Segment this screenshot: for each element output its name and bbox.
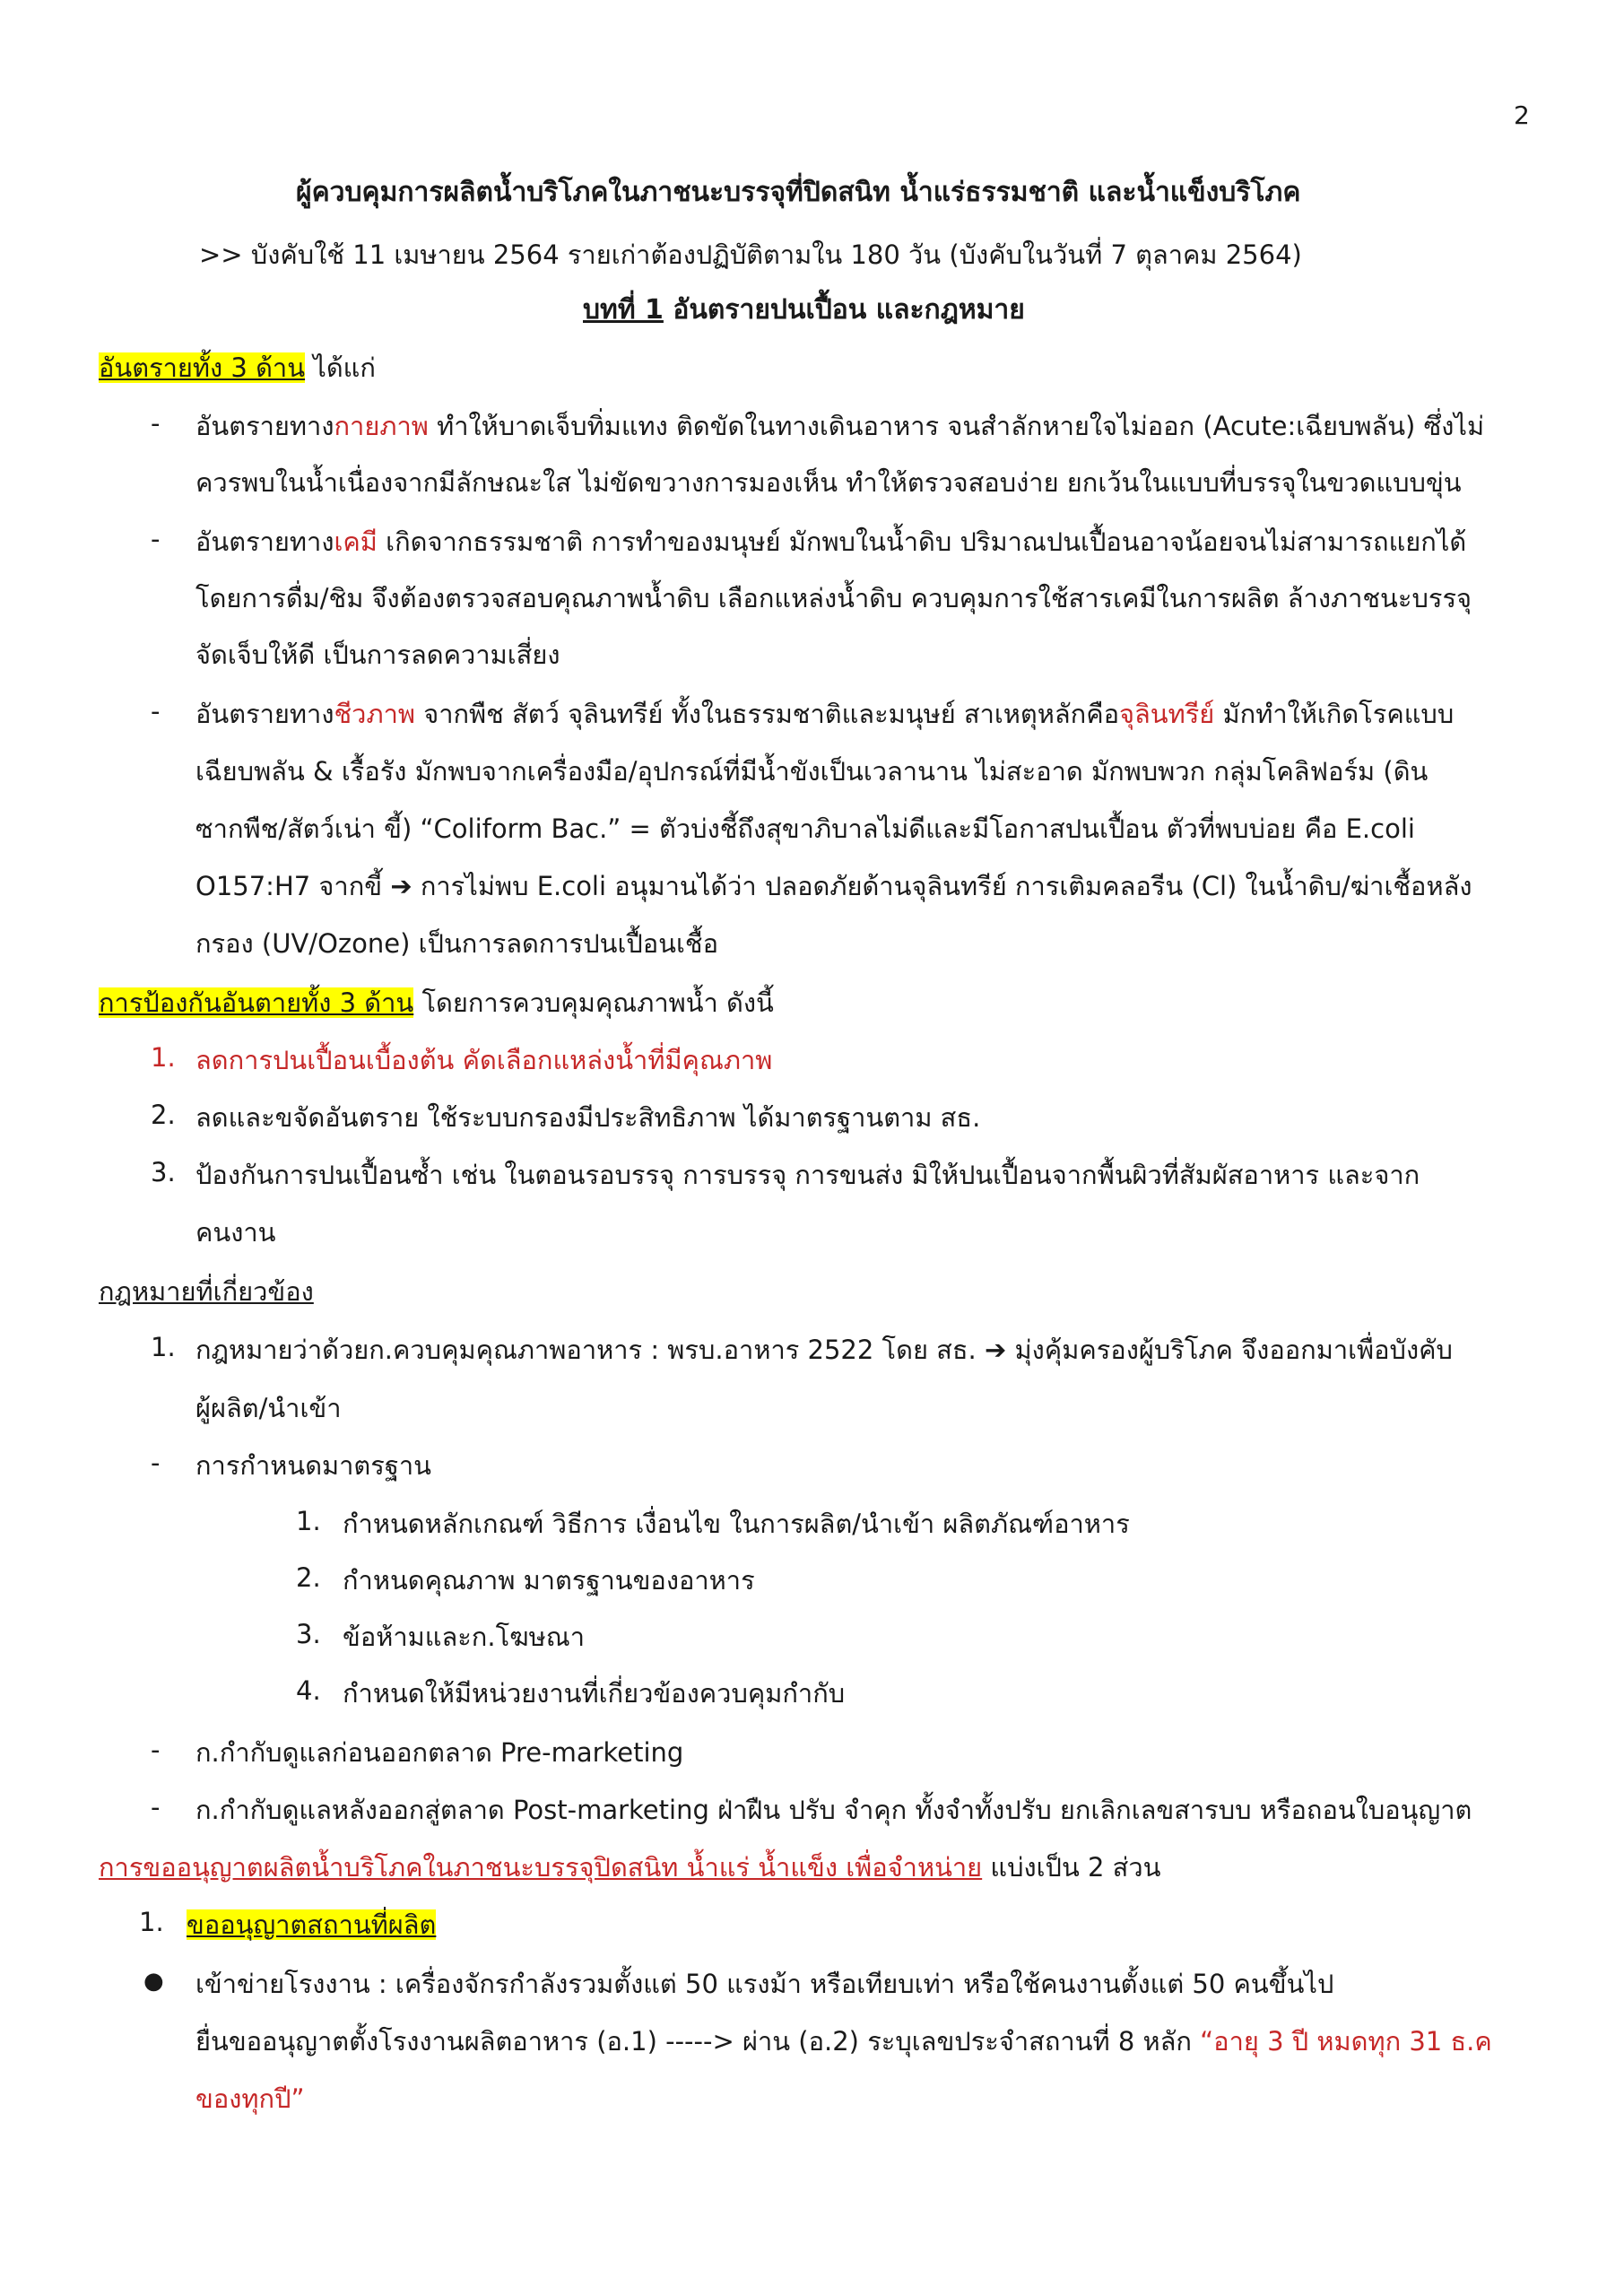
hazards-heading: อันตรายทั้ง 3 ด้าน — [99, 352, 306, 383]
prevention-item-2: ลดและขจัดอันตราย ใช้ระบบกรองมีประสิทธิภาพ ได้มาตรฐานตาม สธ. — [195, 1102, 981, 1133]
page-number: 2 — [1514, 100, 1530, 130]
prevention-heading-tail: โดยการควบคุมคุณภาพน้ำ ดังนี้ — [413, 987, 774, 1018]
biological-hazard-line-4: O157:H7 จากขี้ ➔ การไม่พบ E.coli อนุมานได้ว่า ปลอดภัยด้านจุลินทรีย์ การเติมคลอรีน (Cl) ในน้ำดิบ/ฆ่าเชื้อหลัง — [195, 871, 1472, 901]
factory-criteria-line-2: ยื่นขออนุญาตตั้งโรงงานผลิตอาหาร (อ.1) -----> ผ่าน (อ.2) ระบุเลขประจำสถานที่ 8 หลัก “อายุ 3 ปี หมดทุก 31 ธ.ค — [195, 2026, 1492, 2057]
list-number: 4. — [296, 1675, 321, 1706]
dash-bullet: - — [151, 408, 161, 439]
prevention-heading-line — [99, 985, 774, 1021]
biological-hazard-line-5: กรอง (UV/Ozone) เป็นการลดการปนเปื้อนเชื้อ — [195, 928, 719, 959]
bullet-dot-icon: ● — [143, 1968, 164, 1995]
list-number: 1. — [151, 1042, 176, 1073]
prevention-item-1: ลดการปนเปื้อนเบื้องต้น คัดเลือกแหล่งน้ำที่มีคุณภาพ — [195, 1045, 773, 1075]
standard-item: กำหนดหลักเกณฑ์ วิธีการ เงื่อนไข ในการผลิต/นำเข้า ผลิตภัณฑ์อาหาร — [343, 1509, 1130, 1539]
chapter-number: บทที่ 1 — [583, 294, 664, 326]
standard-item: กำหนดคุณภาพ มาตรฐานของอาหาร — [343, 1565, 755, 1596]
license-heading-tail: แบ่งเป็น 2 ส่วน — [982, 1852, 1161, 1883]
laws-heading: กฎหมายที่เกี่ยวข้อง — [99, 1276, 314, 1307]
biological-hazard-line-2: เฉียบพลัน & เรื้อรัง มักพบจากเครื่องมือ/อุปกรณ์ที่มีน้ำขังเป็นเวลานาน ไม่สะอาด มักพบพวก กลุ่มโคลิฟอร์ม (ดิน — [195, 756, 1429, 787]
standard-item: กำหนดให้มีหน่วยงานที่เกี่ยวข้องควบคุมกำกับ — [343, 1678, 846, 1709]
list-number: 2. — [296, 1562, 321, 1593]
list-number: 2. — [151, 1100, 176, 1130]
prevention-item-3: ป้องกันการปนเปื้อนซ้ำ เช่น ในตอนรอบรรจุ การบรรจุ การขนส่ง มิให้ปนเปื้อนจากพื้นผิวที่สัมผัสอาหาร และจาก — [195, 1160, 1420, 1190]
biological-keyword: ชีวภาพ — [334, 699, 415, 729]
physical-hazard-line-1: อันตรายทางกายภาพ ทำให้บาดเจ็บทิ่มแทง ติดขัดในทางเดินอาหาร จนสำลักหายใจไม่ออก (Acute:เฉียบพลัน) ซึ่งไม่ — [195, 411, 1485, 441]
chemical-hazard-line-1: อันตรายทางเคมี เกิดจากธรรมชาติ การทำของมนุษย์ มักพบในน้ำดิบ ปริมาณปนเปื้อนอาจน้อยจนไม่สามารถแยกได้ — [195, 526, 1467, 557]
microbe-keyword: จุลินทรีย์ — [1119, 699, 1215, 729]
biological-hazard-line-3: ซากพืช/สัตว์เน่า ขี้) “Coliform Bac.” = ตัวบ่งชี้ถึงสุขาภิบาลไม่ดีและมีโอกาสปนเปื้อน ตัวที่พบบ่อย คือ E.coli — [195, 813, 1415, 844]
list-number: 3. — [296, 1619, 321, 1649]
hazards-heading-tail: ได้แก่ — [305, 352, 376, 383]
license-heading-line — [99, 1849, 1161, 1885]
license-heading: การขออนุญาตผลิตน้ำบริโภคในภาชนะบรรจุปิดสนิท น้ำแร่ น้ำแข็ง เพื่อจำหน่าย — [99, 1852, 983, 1883]
chemical-keyword: เคมี — [334, 526, 378, 557]
chemical-hazard-line-3: จัดเจ็บให้ดี เป็นการลดความเสี่ยง — [195, 639, 560, 670]
dash-bullet: - — [151, 1792, 161, 1822]
list-number: 3. — [151, 1157, 176, 1187]
dash-bullet: - — [151, 696, 161, 726]
hazards-heading-line — [99, 350, 376, 386]
law-item-1-line-2: ผู้ผลิต/นำเข้า — [195, 1393, 342, 1423]
validity-note-line-2: ของทุกปี” — [195, 2083, 305, 2114]
physical-keyword: กายภาพ — [334, 411, 429, 441]
dash-bullet: - — [151, 1735, 161, 1765]
factory-criteria-line-1: เข้าข่ายโรงงาน : เครื่องจักรกำลังรวมตั้งแต่ 50 แรงม้า หรือเทียบเท่า หรือใช้คนงานตั้งแต่ 50 คนขึ้นไป — [195, 1969, 1334, 1999]
list-number: 1. — [296, 1506, 321, 1536]
list-number: 1. — [139, 1907, 164, 1937]
physical-hazard-line-2: ควรพบในน้ำเนื่องจากมีลักษณะใส ไม่ขัดขวางการมองเห็น ทำให้ตรวจสอบง่าย ยกเว้นในแบบที่บรรจุในขวดแบบขุ่น — [195, 467, 1462, 498]
chemical-hazard-line-2: โดยการดื่ม/ชิม จึงต้องตรวจสอบคุณภาพน้ำดิบ เลือกแหล่งน้ำดิบ ควบคุมการใช้สารเคมีในการผลิต ล้างภาชนะบรรจุ — [195, 583, 1472, 613]
chapter-heading — [583, 292, 1025, 328]
site-license-heading: ขออนุญาตสถานที่ผลิต — [187, 1909, 437, 1940]
list-number: 1. — [151, 1332, 176, 1362]
standard-item: ข้อห้ามและก.โฆษณา — [343, 1622, 585, 1652]
prevention-item-3-line-2: คนงาน — [195, 1217, 276, 1248]
effective-date-note: >> บังคับใช้ 11 เมษายน 2564 รายเก่าต้องปฏิบัติตามใน 180 วัน (บังคับในวันที่ 7 ตุลาคม 2564) — [199, 239, 1302, 270]
arrow-right-icon: ➔ — [390, 871, 413, 901]
chapter-title: อันตรายปนเปื้อน และกฎหมาย — [663, 294, 1025, 326]
standards-setting: การกำหนดมาตรฐาน — [195, 1450, 431, 1481]
document-title: ผู้ควบคุมการผลิตน้ำบริโภคในภาชนะบรรจุที่ปิดสนิท น้ำแร่ธรรมชาติ และน้ำแข็งบริโภค — [296, 177, 1301, 208]
biological-hazard-line-1: อันตรายทางชีวภาพ จากพืช สัตว์ จุลินทรีย์ ทั้งในธรรมชาติและมนุษย์ สาเหตุหลักคือจุลินทรีย์ มักทำให้เกิดโรคแบบ — [195, 699, 1455, 729]
post-marketing: ก.กำกับดูแลหลังออกสู่ตลาด Post-marketing ฝ่าฝืน ปรับ จำคุก ทั้งจำทั้งปรับ ยกเลิกเลขสารบบ หรือถอนใบอนุญาต — [195, 1795, 1472, 1825]
license-item-1 — [187, 1907, 436, 1943]
dash-bullet: - — [151, 1448, 161, 1478]
prevention-heading: การป้องกันอันตายทั้ง 3 ด้าน — [99, 987, 414, 1018]
pre-marketing: ก.กำกับดูแลก่อนออกตลาด Pre-marketing — [195, 1737, 684, 1768]
dash-bullet: - — [151, 524, 161, 554]
arrow-right-icon: ➔ — [985, 1335, 1007, 1365]
law-item-1: กฎหมายว่าด้วยก.ควบคุมคุณภาพอาหาร : พรบ.อาหาร 2522 โดย สธ. ➔ มุ่งคุ้มครองผู้บริโภค จึงออกมาเพื่อบังคับ — [195, 1335, 1453, 1365]
validity-note: “อายุ 3 ปี หมดทุก 31 ธ.ค — [1200, 2026, 1492, 2057]
